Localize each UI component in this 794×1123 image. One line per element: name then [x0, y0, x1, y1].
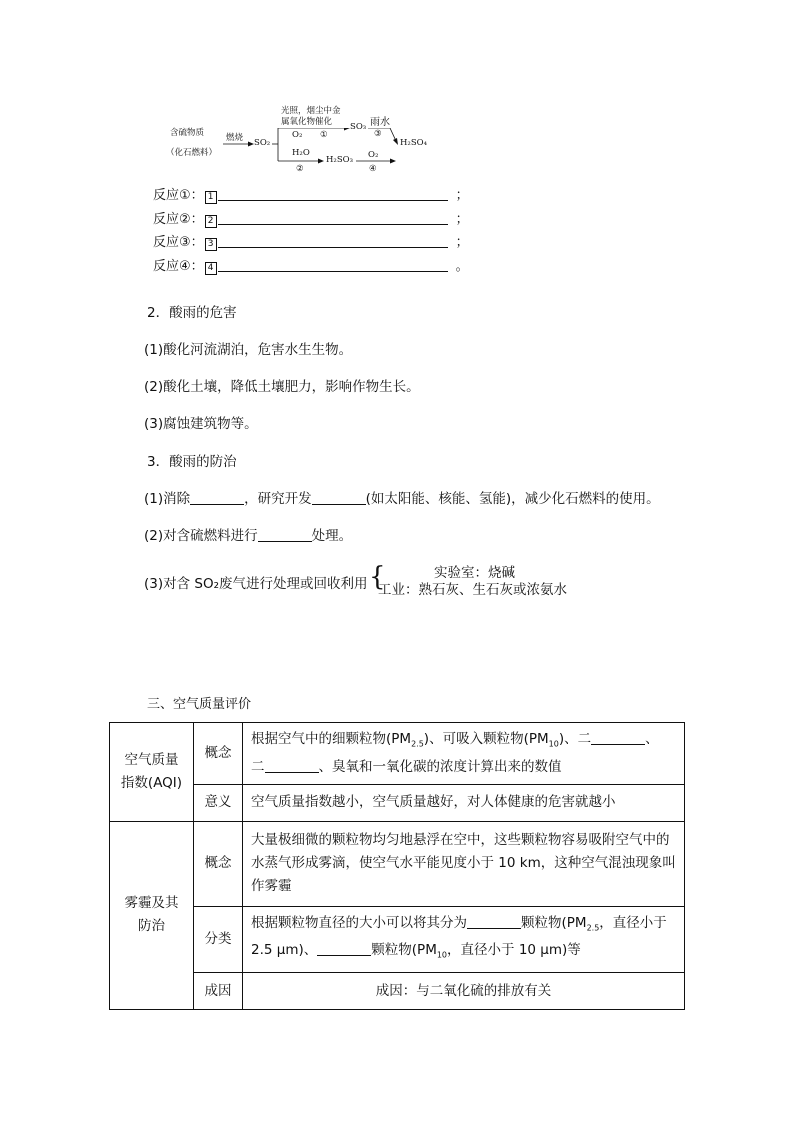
subscript: 10 — [436, 951, 448, 961]
hazard-item-2: (2)酸化土壤，降低土壤肥力，影响作物生长。 — [144, 379, 420, 395]
brace-icon: { — [369, 562, 386, 592]
answer-blank[interactable] — [591, 730, 645, 745]
row-label: 概念 — [204, 855, 232, 872]
classify-label-cell — [194, 906, 243, 972]
h2o-label: H₂O — [292, 148, 310, 158]
table-row — [110, 821, 685, 906]
cell-text: 根据空气中的细颗粒物(PM — [251, 731, 412, 747]
concept-text-cell — [243, 821, 685, 906]
answer-box: 3 — [205, 238, 217, 251]
source-label: 含硫物质 — [170, 128, 205, 138]
step4-label: ④ — [369, 164, 377, 174]
table-row — [110, 906, 685, 972]
row-label: 概念 — [204, 744, 232, 761]
h2so3-label: H₂SO₃ — [326, 155, 354, 165]
answer-box: 2 — [205, 215, 217, 228]
prevention-item-2 — [144, 524, 352, 544]
answer-box: 1 — [205, 191, 217, 204]
cell-text: 、 — [645, 731, 659, 747]
subscript: 2.5 — [586, 923, 600, 933]
answer-blank[interactable] — [218, 186, 448, 201]
section2-heading: 2．酸雨的危害 — [147, 305, 237, 321]
answer-blank[interactable] — [467, 914, 521, 929]
row-label: 分类 — [204, 930, 232, 947]
answer-blank[interactable] — [265, 758, 319, 773]
reaction-list — [153, 184, 469, 278]
sulfur-reaction-diagram — [166, 106, 468, 178]
reaction-end: ； — [455, 235, 469, 250]
concept-label-cell — [194, 821, 243, 906]
cell-text: 颗粒物(PM — [371, 942, 437, 959]
cell-text: 二 — [251, 758, 265, 775]
cell-text: )、可吸入颗粒物(PM — [423, 731, 549, 747]
aqi-section-heading: 三、空气质量评价 — [147, 697, 252, 712]
group-label: 雾霾及其防治 — [124, 895, 179, 935]
answer-blank[interactable] — [312, 490, 366, 505]
reaction-end: ； — [455, 188, 469, 203]
prevention-text: ，研究开发 — [244, 491, 312, 507]
cause-text-cell — [243, 973, 685, 1010]
group-label: 空气质量指数(AQI) — [120, 751, 183, 791]
subscript: 2.5 — [411, 739, 424, 749]
classify-text-cell — [243, 906, 685, 972]
hazard-item-1: (1)酸化河流湖泊，危害水生生物。 — [144, 342, 353, 358]
section3-heading: 3．酸雨的防治 — [147, 454, 237, 470]
rain-label: 雨水 — [370, 117, 390, 128]
step3-label: ③ — [374, 129, 382, 139]
o2-top-label: O₂ — [292, 130, 303, 140]
meaning-text-cell — [243, 784, 685, 821]
concept-text-cell — [243, 723, 685, 785]
catalyst-label-1: 光照，烟尘中金 — [281, 106, 341, 116]
answer-box: 4 — [205, 262, 217, 275]
reaction-row — [153, 231, 469, 255]
reaction-row — [153, 255, 469, 279]
cell-text: 空气质量指数越小，空气质量越好，对人体健康的危害就越小 — [251, 794, 616, 811]
cell-text: ，直径小于 10 μm)等 — [447, 942, 581, 959]
o2-bottom-label: O₂ — [368, 150, 379, 160]
reaction-label: 反应④： — [153, 258, 204, 274]
meaning-label-cell — [194, 784, 243, 821]
brace-top-text: 实验室：烧碱 — [434, 565, 515, 581]
reaction-label: 反应②： — [153, 211, 204, 227]
so3-label: SO₃ — [350, 122, 367, 132]
prevention-text: (2)对含硫燃料进行 — [144, 528, 258, 544]
prevention-item-3: (3)对含 SO₂废气进行处理或回收利用 — [144, 576, 368, 592]
reaction-end: 。 — [455, 258, 469, 274]
aqi-table — [109, 722, 685, 1010]
table-row — [110, 784, 685, 821]
answer-blank[interactable] — [317, 941, 371, 956]
step1-label: ① — [320, 130, 328, 140]
catalyst-label-2: 属氧化物催化 — [281, 117, 333, 127]
row-label: 成因 — [204, 982, 232, 999]
group-cell-aqi — [110, 723, 194, 822]
group-cell-smog — [110, 821, 194, 1009]
prevention-item-1 — [144, 487, 660, 507]
brace-bottom-text: 工业：熟石灰、生石灰或浓氨水 — [378, 582, 567, 598]
cell-text: 颗粒物(PM — [521, 914, 587, 931]
answer-blank[interactable] — [190, 490, 244, 505]
cell-text: ，直径小于 2.5 μm)、 — [251, 914, 667, 959]
so2-label: SO₂ — [254, 138, 271, 148]
prevention-text: (如太阳能、核能、氢能)，减少化石燃料的使用。 — [365, 491, 660, 507]
reaction-label: 反应③： — [153, 235, 204, 250]
table-row — [110, 723, 685, 785]
row-label: 意义 — [204, 794, 232, 811]
table-row — [110, 973, 685, 1010]
step2-label: ② — [296, 164, 304, 174]
reaction-label: 反应①： — [153, 188, 204, 203]
cause-label-cell — [194, 973, 243, 1010]
subscript: 10 — [548, 739, 559, 749]
answer-blank[interactable] — [218, 233, 448, 248]
answer-blank[interactable] — [218, 257, 448, 272]
cell-text: )、二 — [558, 731, 592, 747]
reaction-row — [153, 184, 469, 208]
cell-text: 大量极细微的颗粒物均匀地悬浮在空中，这些颗粒物容易吸附空气中的水蒸气形成雾滴，使空气水平能见度小于 10 km，这种空气混浊现象叫作雾霾 — [251, 832, 676, 895]
answer-blank[interactable] — [218, 210, 448, 225]
prevention-text: (1)消除 — [144, 491, 191, 507]
h2so4-label: H₂SO₄ — [400, 138, 428, 148]
hazard-item-3: (3)腐蚀建筑物等。 — [144, 416, 258, 432]
source-label-sub: （化石燃料） — [166, 148, 218, 158]
answer-blank[interactable] — [258, 527, 312, 542]
cell-text: 成因：与二氧化硫的排放有关 — [375, 982, 552, 999]
cell-text: 根据颗粒物直径的大小可以将其分为 — [251, 914, 467, 931]
reaction-end: ； — [455, 211, 469, 227]
cell-text: 、臭氧和一氧化碳的浓度计算出来的数值 — [318, 758, 562, 775]
reaction-row — [153, 208, 469, 232]
concept-label-cell — [194, 723, 243, 785]
burn-label: 燃烧 — [226, 133, 244, 143]
prevention-text: 处理。 — [311, 528, 353, 544]
